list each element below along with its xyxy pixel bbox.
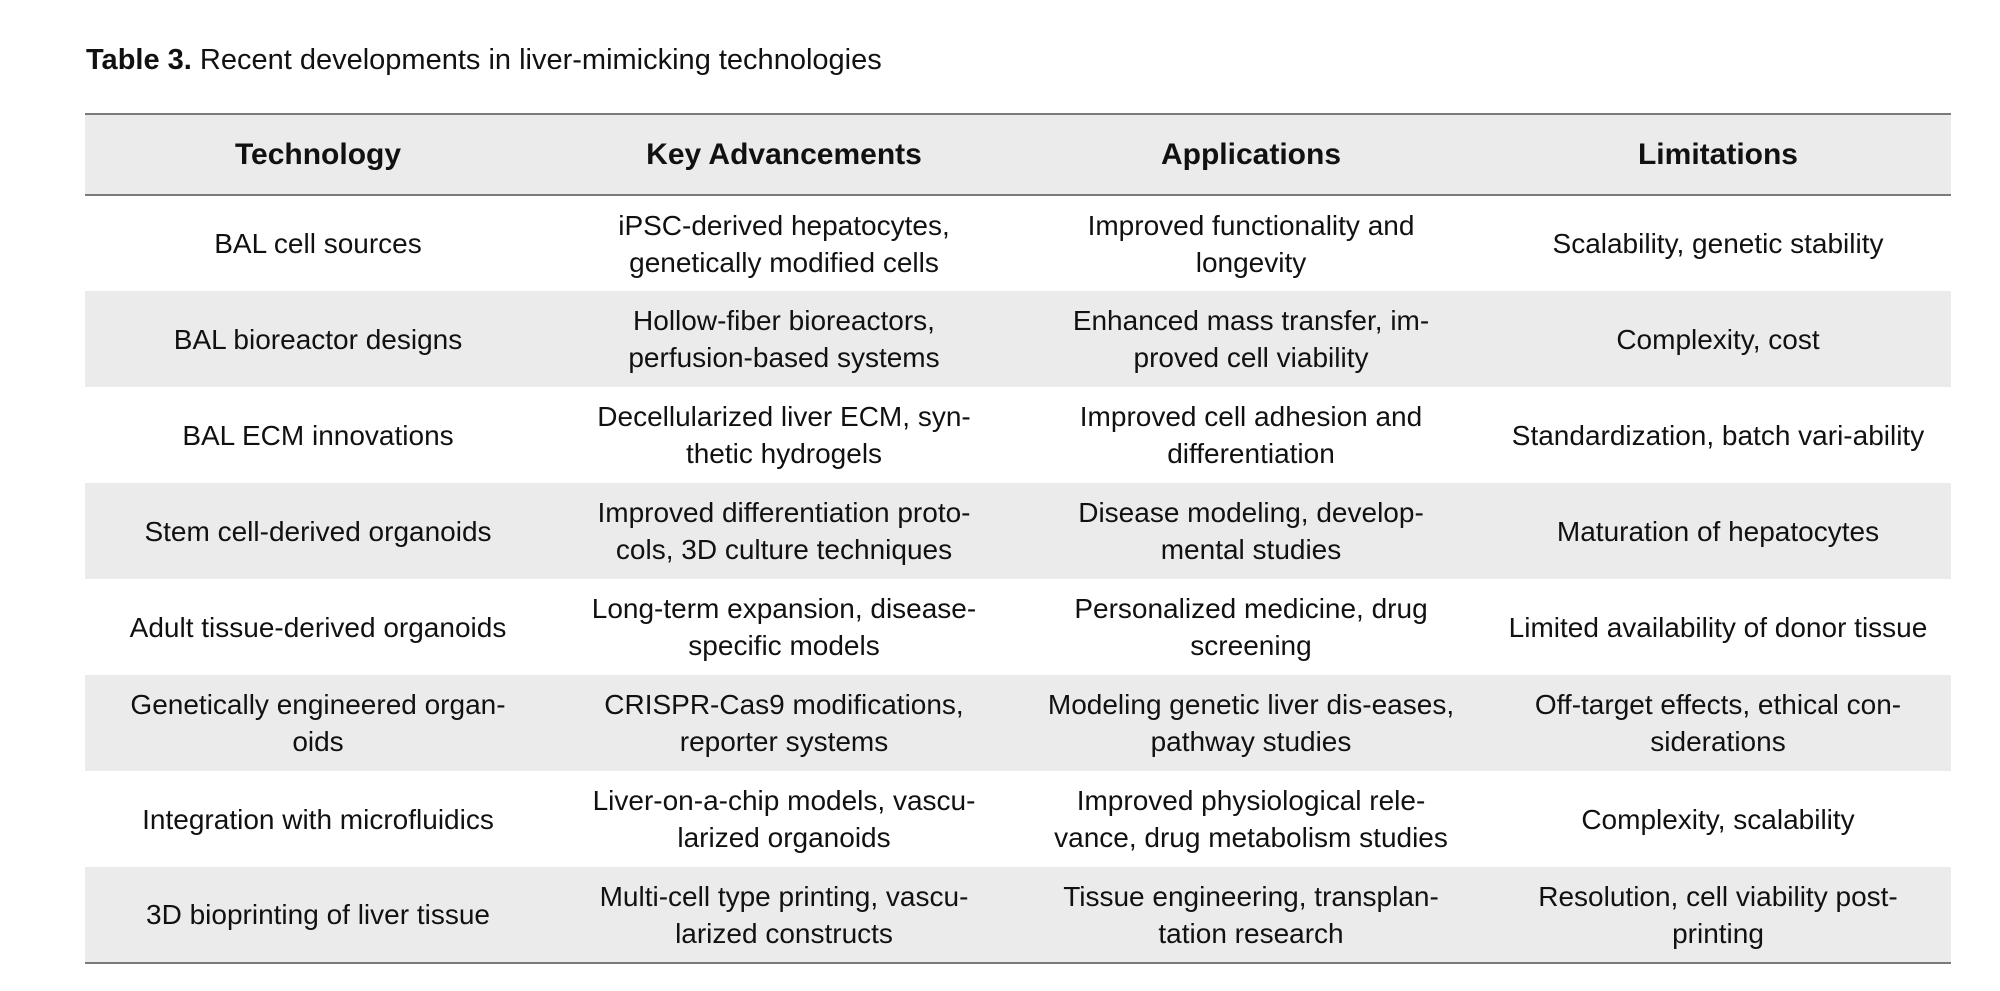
cell-limitations: Complexity, cost [1616,323,1820,355]
table-caption-text: Recent developments in liver-mimicking technologies [199,44,882,76]
cell-key-advancements: Decellularized liver ECM, syn-thetic hydrogels [597,401,971,469]
table-row [85,675,1951,771]
cell-limitations: Off-target effects, ethical con-siderations [1534,689,1902,757]
table-row [85,771,1951,867]
cell-limitations: Complexity, scalability [1581,803,1855,835]
cell-applications: Improved physiological rele-vance, drug metabolism studies [1054,785,1448,853]
table-caption-label: Table 3. [86,44,192,76]
cell-technology: BAL bioreactor designs [173,323,463,355]
cell-technology: 3D bioprinting of liver tissue [146,899,490,930]
cell-technology: Stem cell-derived organoids [144,515,492,547]
cell-key-advancements: Improved differentiation proto-cols, 3D culture techniques [597,497,971,565]
cell-applications: Modeling genetic liver dis-eases, pathway studies [1047,689,1455,757]
liver-technologies-table [85,113,1951,964]
header-key-advancements: Key Advancements [646,137,922,171]
cell-applications: Personalized medicine, drug screening [1074,593,1428,661]
cell-technology: BAL cell sources [214,228,422,259]
table-row [85,867,1951,963]
cell-technology: BAL ECM innovations [182,419,454,451]
cell-key-advancements: iPSC-derived hepatocytes, genetically modified cells [618,209,950,278]
table-row [85,483,1951,579]
cell-key-advancements: Multi-cell type printing, vascu-larized constructs [599,880,969,949]
cell-limitations: Standardization, batch vari-ability [1511,419,1925,451]
header-limitations: Limitations [1637,137,1798,171]
cell-applications: Improved functionality and longevity [1087,209,1415,278]
cell-limitations: Limited availability of donor tissue [1508,611,1928,643]
table-header-row [85,114,1951,195]
table-row [85,387,1951,483]
header-technology: Technology [234,137,402,171]
cell-key-advancements: Liver-on-a-chip models, vascu-larized organoids [592,785,976,853]
table-row [85,291,1951,387]
cell-limitations: Resolution, cell viability post-printing [1538,880,1898,949]
cell-applications: Disease modeling, develop-mental studies [1078,497,1424,565]
table-caption [86,38,882,82]
table-row [85,195,1951,291]
cell-key-advancements: Long-term expansion, disease-specific models [591,593,977,661]
cell-key-advancements: Hollow-fiber bioreactors, perfusion-based systems [628,305,940,373]
cell-technology: Integration with microfluidics [142,803,494,835]
cell-key-advancements: CRISPR-Cas9 modifications, reporter systems [604,689,964,757]
cell-limitations: Maturation of hepatocytes [1556,515,1880,547]
table-row [85,579,1951,675]
cell-technology: Adult tissue-derived organoids [129,611,507,643]
cell-applications: Tissue engineering, transplan-tation research [1063,880,1439,949]
cell-technology: Genetically engineered organ-oids [130,689,506,757]
cell-applications: Enhanced mass transfer, im-proved cell viability [1072,305,1430,373]
header-applications: Applications [1160,137,1341,171]
cell-applications: Improved cell adhesion and differentiation [1079,401,1423,469]
cell-limitations: Scalability, genetic stability [1552,228,1884,259]
